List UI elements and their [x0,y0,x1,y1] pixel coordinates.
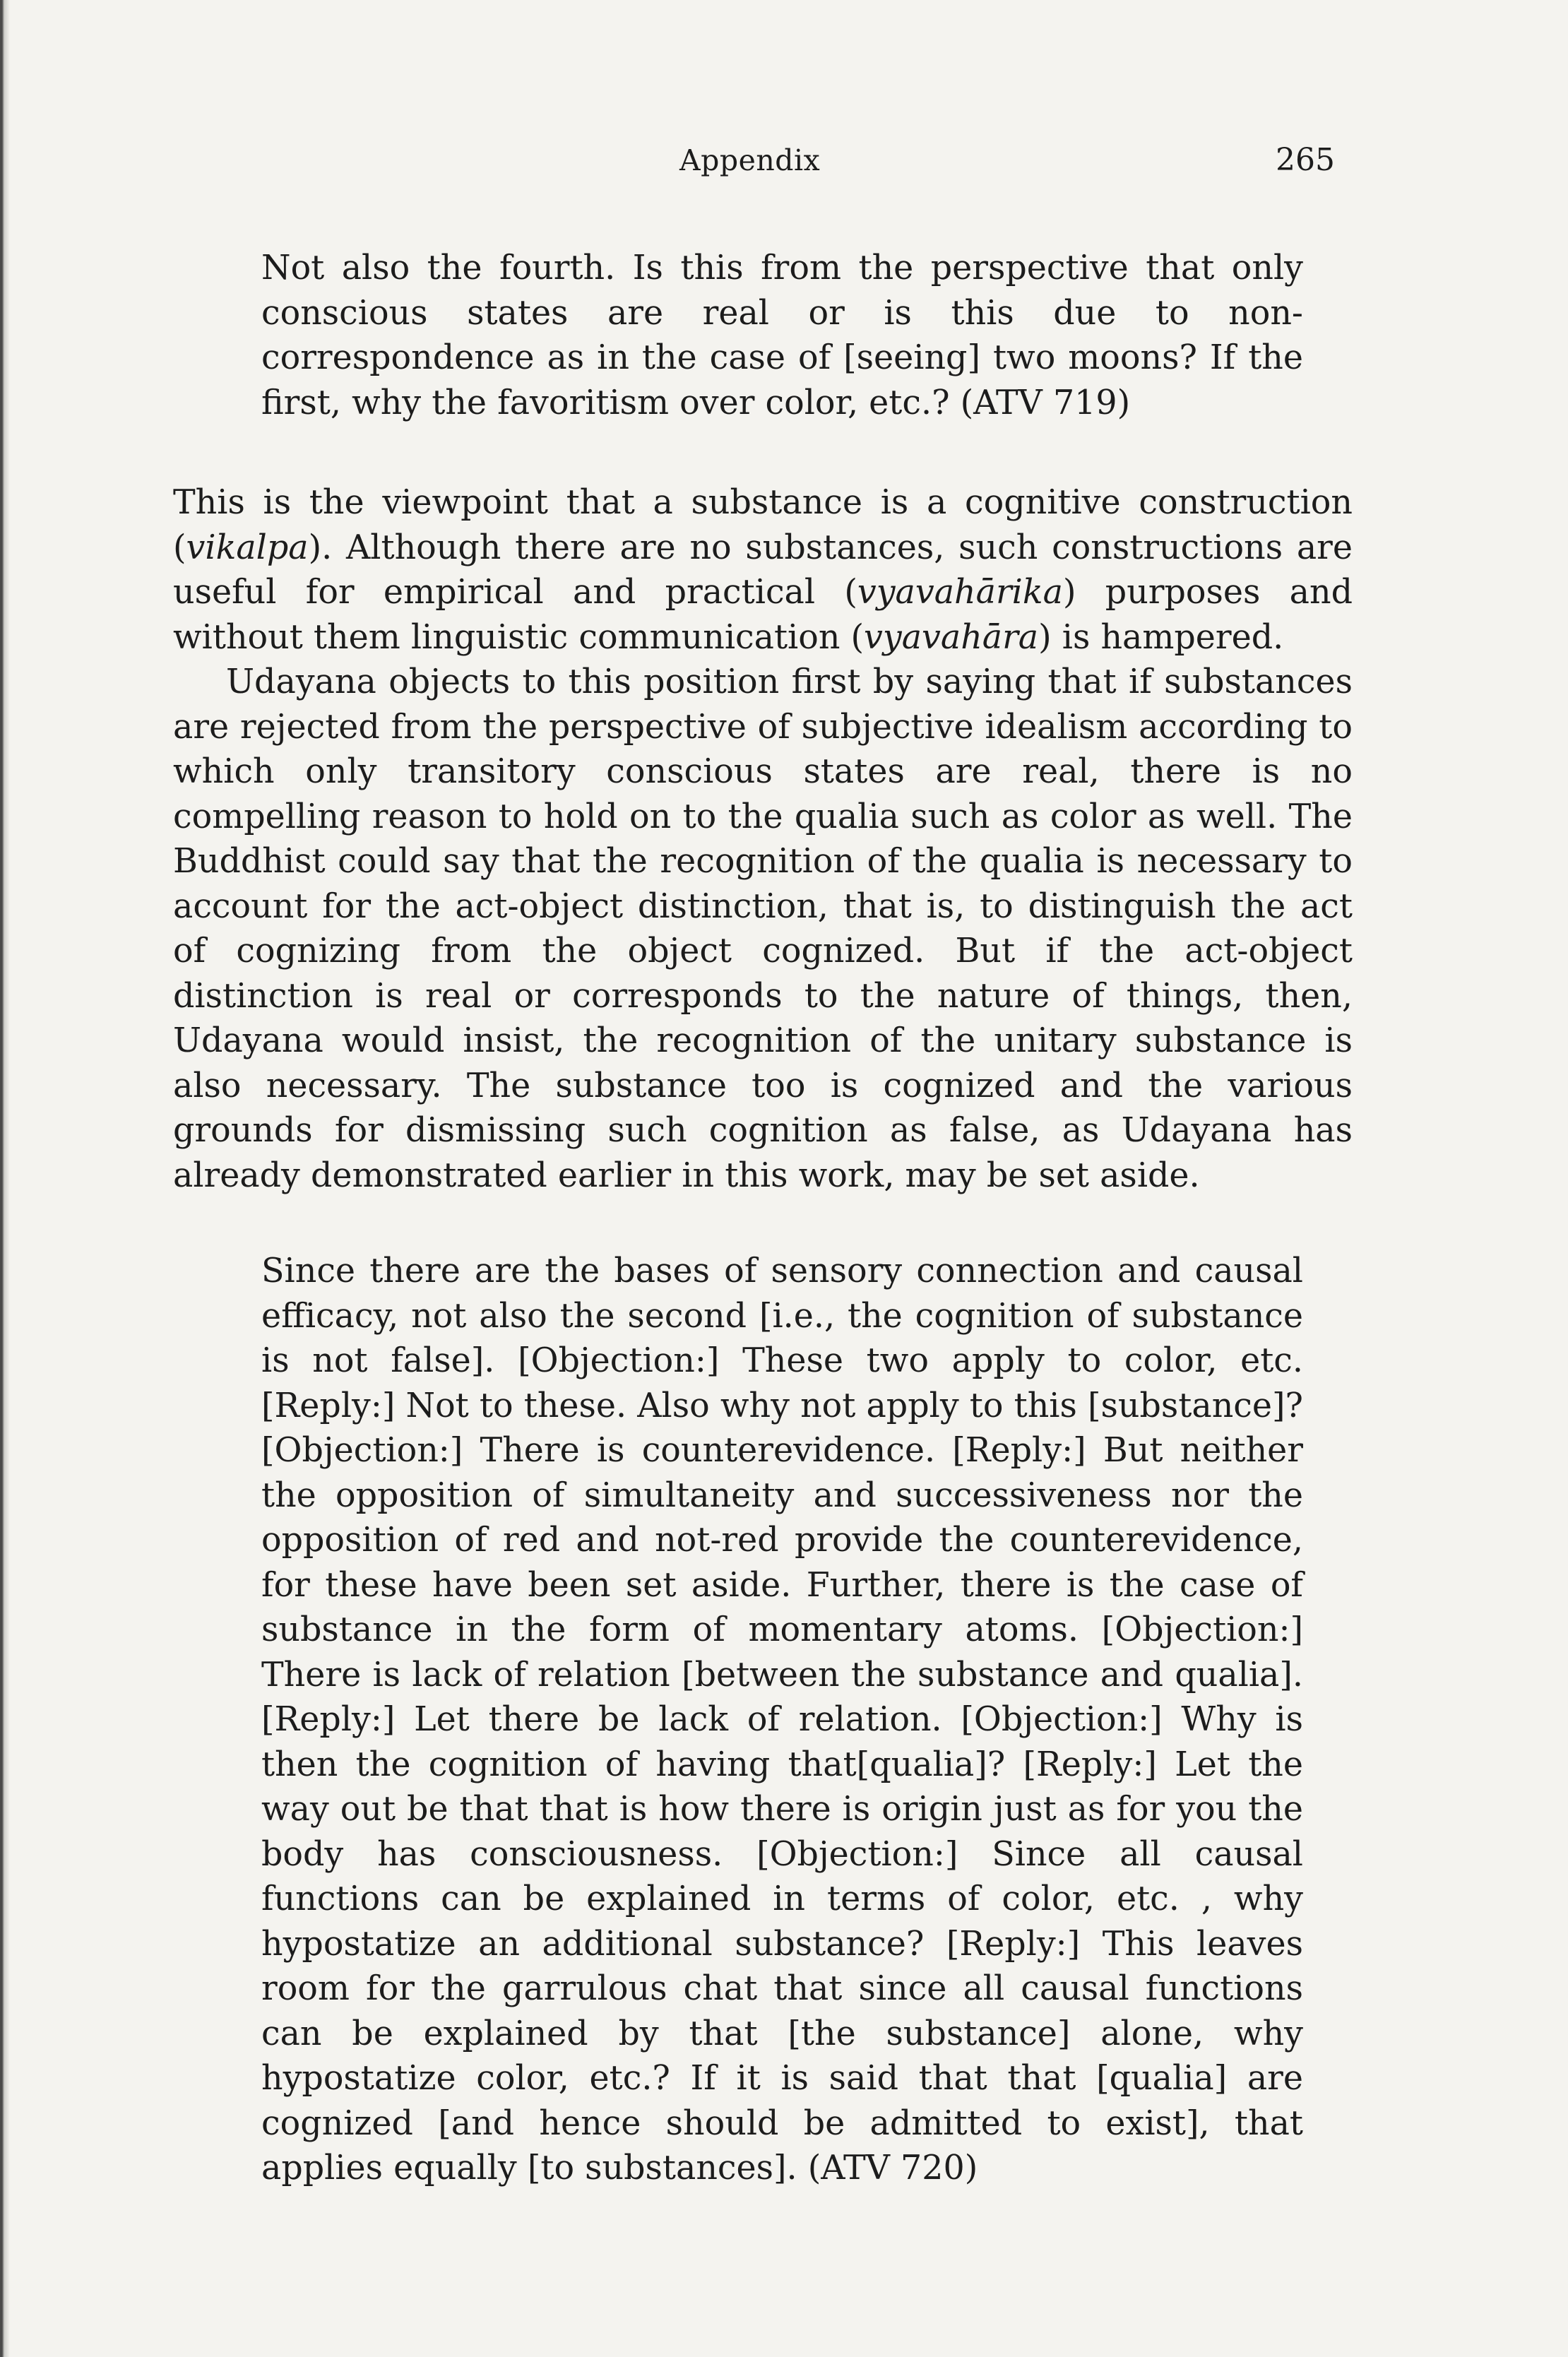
paragraph-udayana-objection: Udayana objects to this position first by saying that if substances are rejected from the perspective of subjective idealism according to which only transitory conscious states are real, there is no compelling reason to hold on to the qualia such as color as well. The Buddhist could say that the recognition of the qualia is necessary to account for the act-object distinction, that is, to distinguish the act of cognizing from the object cognized. But if the act-object distinction is real or corresponds to the nature of things, then, Udayana would insist, the recognition of the unitary substance is also necessary. The substance too is cognized and the various grounds for dismissing such cognition as false, as Udayana has already demonstrated earlier in this work, may be set aside. [173,663,1353,1195]
text-run: ). Although there are no substances, such constructions are useful for empirical and practical ( [173,528,1353,612]
text-run: This is the viewpoint that a substance is a cognitive construction ( [173,483,1353,567]
text-run: ) is hampered. [1038,617,1284,657]
running-head [0,136,1568,185]
quote-paragraph: Since there are the bases of sensory connection and causal efficacy, not also the second [i.e., the cognition of substance is not false]. [Objection:] These two apply to color, etc. [Reply:] Not to these. Also why not apply to this [substance]? [Objection:] There is counterevidence. [Reply:] But neither the opposition of simultaneity and successiveness nor the opposition of red and not-red provide the counterevidence, for these have been set aside. Further, there is the case of substance in the form of momentary atoms. [Objection:] There is lack of relation [between the substance and qualia]. [Reply:] Let there be lack of relation. [Objection:] Why is then the cognition of having that[qualia]? [Reply:] Let the way out be that that is how there is origin just as for you the body has consciousness. [Objection:] Since all causal functions can be explained in terms of color, etc. , why hypostatize an additional substance? [Reply:] This leaves room for the garrulous chat that since all causal functions can be explained by that [the substance] alone, why hypostatize color, etc.? If it is said that that [qualia] are cognized [and hence should be admitted to exist], that applies equally [to substances]. (ATV 720) [261,1252,1303,2187]
page-number: 265 [1276,142,1335,178]
sanskrit-term-vikalpa: vikalpa [186,528,309,567]
body-text [173,480,1353,1198]
block-quote-atv-720 [261,1249,1303,2191]
page-body [0,246,1568,2191]
block-quote-atv-719 [261,246,1303,425]
running-title: Appendix [679,143,821,177]
sanskrit-term-vyavahara: vyavahāra [864,617,1039,657]
sanskrit-term-vyavaharika: vyavahārika [857,573,1063,612]
text-run: ) purposes and without them linguistic communication ( [173,573,1353,657]
paragraph-substance-construction [173,480,1353,660]
quote-paragraph: Not also the fourth. Is this from the perspective that only conscious states are real or is this due to non-correspondence as in the case of [seeing] two moons? If the first, why the favoritism over color, etc.? (ATV 719) [261,249,1303,422]
